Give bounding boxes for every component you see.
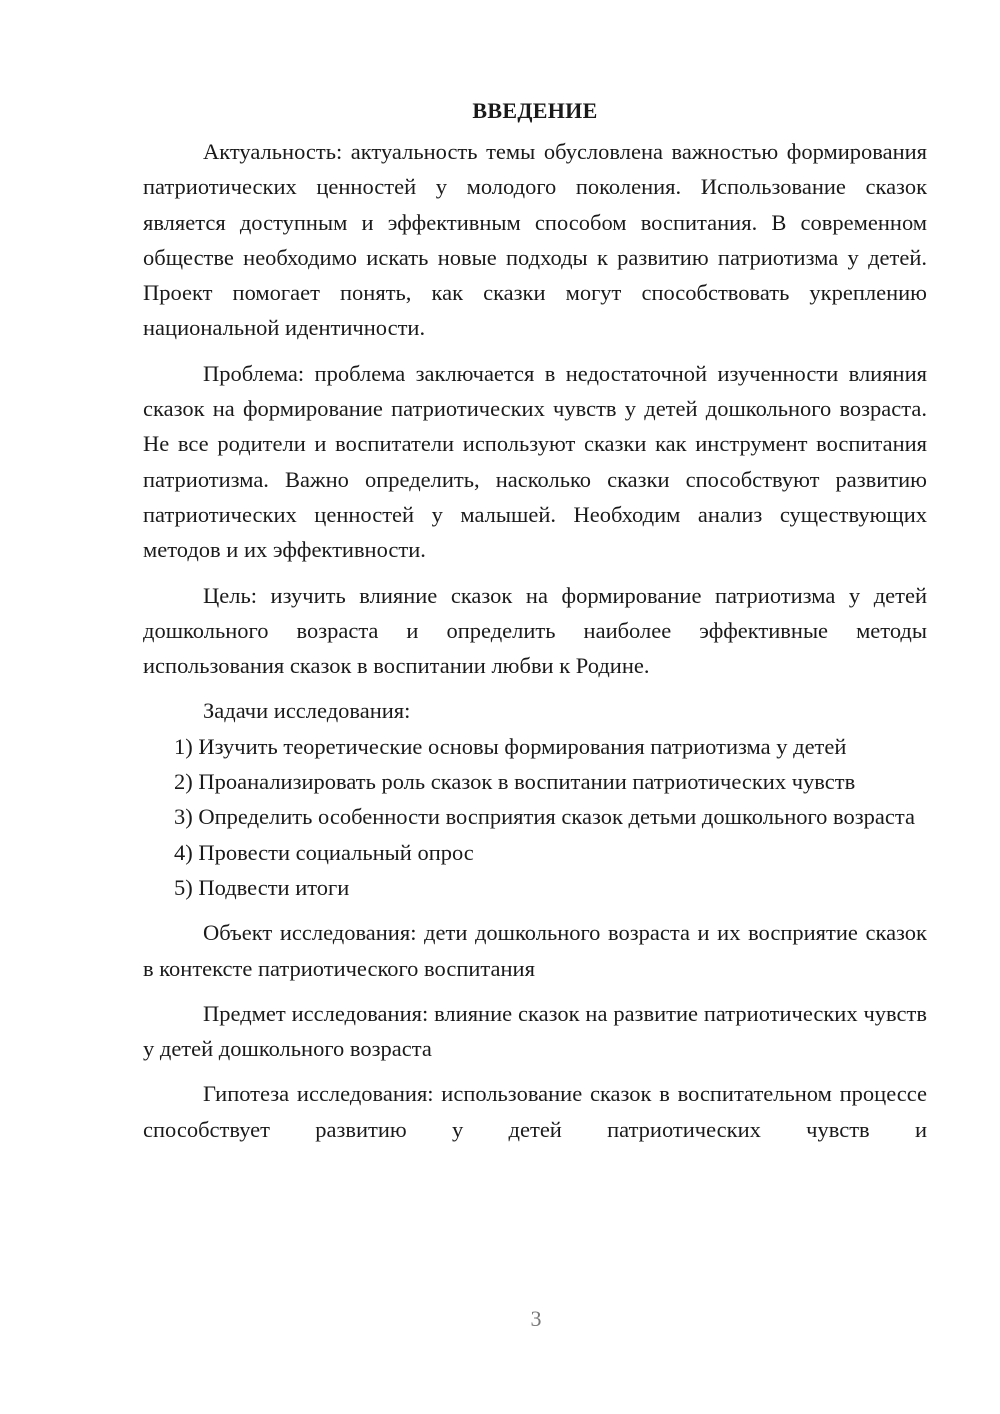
goal-paragraph: Цель: изучить влияние сказок на формирование патриотизма у детей дошкольного возраста и определить наиболее эффективные методы использования сказок в воспитании любви к Родине. [143, 582, 927, 679]
task-item-3: 3) Определить особенности восприятия сказок детьми дошкольного возраста [174, 804, 915, 830]
task-item-1: 1) Изучить теоретические основы формирования патриотизма у детей [174, 733, 847, 759]
page-number: 3 [530, 1306, 542, 1331]
problem-paragraph: Проблема: проблема заключается в недостаточной изученности влияния сказок на формирование патриотических чувств у детей дошкольного возраста. Не все родители и воспитатели используют сказки как инструмент воспитания патриотизма. Важно определить, насколько сказки способствуют развитию патриотических ценностей у малышей. Необходим анализ существующих методов и их эффективности. [143, 360, 927, 563]
object-paragraph: Объект исследования: дети дошкольного возраста и их восприятие сказок в контексте патриотического воспитания [143, 920, 927, 981]
task-item-2: 2) Проанализировать роль сказок в воспитании патриотических чувств [174, 769, 856, 795]
subject-paragraph: Предмет исследования: влияние сказок на развитие патриотических чувств у детей дошкольного возраста [143, 1000, 927, 1062]
task-item-4: 4) Провести социальный опрос [174, 839, 474, 865]
page-content [143, 94, 927, 1147]
hypothesis-paragraph: Гипотеза исследования: использование сказок в воспитательном процессе способствует развитию у детей патриотических чувств и [143, 1081, 927, 1142]
relevance-paragraph: Актуальность: актуальность темы обусловлена важностью формирования патриотических ценностей у молодого поколения. Использование сказок является доступным и эффективным способом воспитания. В современном обществе необходимо искать новые подходы к развитию патриотизма у детей. Проект помогает понять, как сказки могут способствовать укреплению национальной идентичности. [143, 139, 927, 341]
tasks-heading: Задачи исследования: [203, 698, 411, 724]
task-item-5: 5) Подвести итоги [174, 874, 350, 900]
section-title: ВВЕДЕНИЕ [472, 98, 598, 123]
